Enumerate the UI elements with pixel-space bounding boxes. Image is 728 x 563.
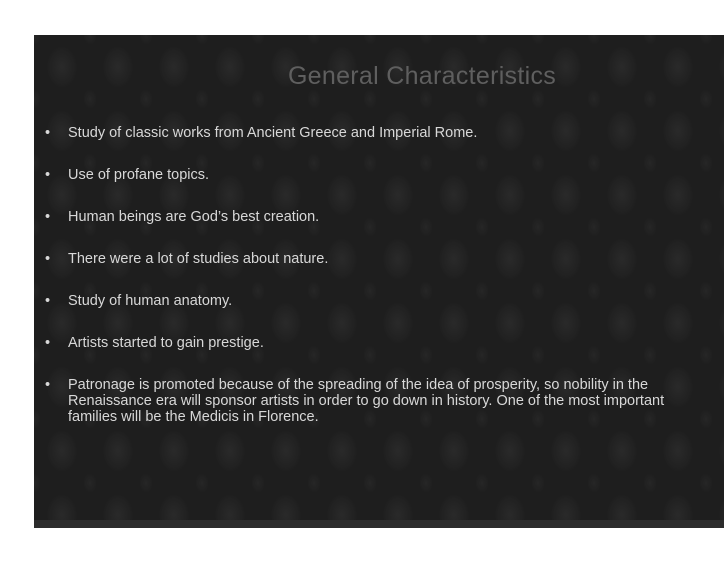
bullet-marker: • [45, 209, 51, 225]
bullet-marker: • [45, 251, 51, 267]
bullet-list [34, 125, 724, 451]
bullet-text: There were a lot of studies about nature. [68, 251, 329, 267]
bullet-item [34, 377, 724, 425]
bullet-marker: • [45, 125, 51, 141]
bullet-item [34, 167, 724, 183]
bullet-item [34, 209, 724, 225]
bullet-text: Artists started to gain prestige. [68, 335, 264, 351]
bullet-marker: • [45, 335, 51, 351]
bullet-text: Study of classic works from Ancient Greece and Imperial Rome. [68, 125, 478, 141]
bullet-marker: • [45, 167, 51, 183]
bullet-item [34, 125, 724, 141]
bullet-text: Use of profane topics. [68, 167, 210, 183]
bullet-item [34, 293, 724, 309]
bullet-marker: • [45, 377, 51, 393]
bullet-text: Human beings are God’s best creation. [68, 209, 320, 225]
bullet-item [34, 251, 724, 267]
slide-title: General Characteristics [287, 62, 557, 90]
slide [34, 35, 724, 528]
bullet-text: Patronage is promoted because of the spreading of the idea of prosperity, so nobility in the Renaissance era will sponsor artists in order to go down in history. One of the most important families will be the Medicis in Florence. [68, 377, 665, 425]
bullet-text: Study of human anatomy. [68, 293, 233, 309]
bullet-item [34, 335, 724, 351]
slide-bottom-band [34, 520, 724, 528]
bullet-marker: • [45, 293, 51, 309]
